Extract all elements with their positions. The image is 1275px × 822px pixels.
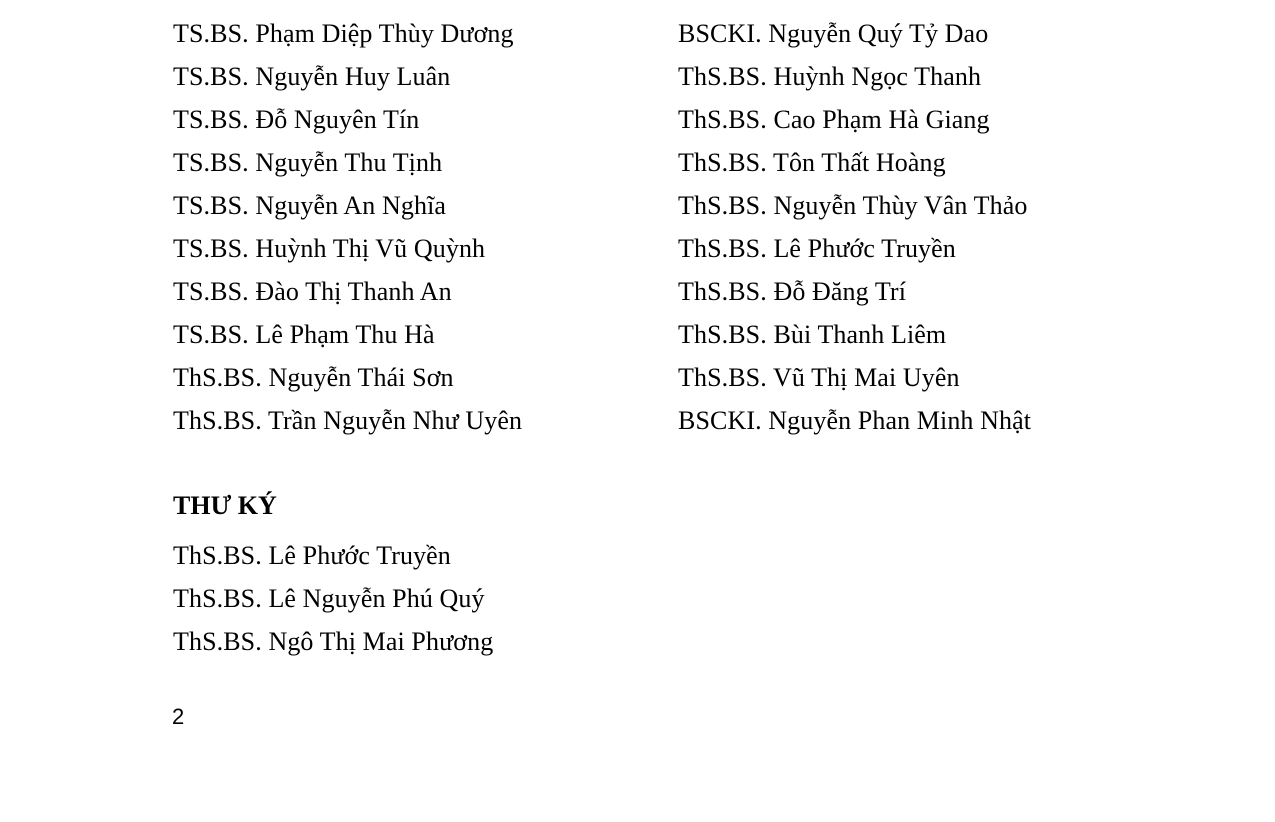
member-name: TS.BS. Nguyễn Huy Luân (173, 62, 451, 91)
member-name: ThS.BS. Đỗ Đăng Trí (678, 277, 907, 306)
member-name: TS.BS. Nguyễn Thu Tịnh (173, 148, 443, 177)
member-name: ThS.BS. Huỳnh Ngọc Thanh (678, 62, 982, 91)
member-name: ThS.BS. Bùi Thanh Liêm (678, 320, 947, 349)
member-name: TS.BS. Phạm Diệp Thùy Dương (173, 19, 514, 48)
secretary-member-name: ThS.BS. Lê Nguyễn Phú Quý (173, 584, 485, 613)
member-name: ThS.BS. Cao Phạm Hà Giang (678, 105, 990, 134)
member-name: TS.BS. Huỳnh Thị Vũ Quỳnh (173, 234, 486, 263)
member-name: TS.BS. Đào Thị Thanh An (173, 277, 452, 306)
secretary-heading: THƯ KÝ (173, 491, 277, 520)
secretary-member-name: ThS.BS. Ngô Thị Mai Phương (173, 627, 494, 656)
member-name: TS.BS. Lê Phạm Thu Hà (173, 320, 435, 349)
member-name: ThS.BS. Trần Nguyễn Như Uyên (173, 406, 523, 435)
member-name: ThS.BS. Nguyễn Thái Sơn (173, 363, 454, 392)
member-name: TS.BS. Nguyễn An Nghĩa (173, 191, 447, 220)
member-name: ThS.BS. Tôn Thất Hoàng (678, 148, 946, 177)
member-name: ThS.BS. Nguyễn Thùy Vân Thảo (678, 191, 1028, 220)
page-number: 2 (172, 704, 185, 729)
member-name: ThS.BS. Lê Phước Truyền (678, 234, 956, 263)
member-name: ThS.BS. Vũ Thị Mai Uyên (678, 363, 960, 392)
member-name: BSCKI. Nguyễn Phan Minh Nhật (678, 406, 1032, 435)
member-name: TS.BS. Đỗ Nguyên Tín (173, 105, 420, 134)
member-name: BSCKI. Nguyễn Quý Tỷ Dao (678, 19, 989, 48)
secretary-member-name: ThS.BS. Lê Phước Truyền (173, 541, 451, 570)
